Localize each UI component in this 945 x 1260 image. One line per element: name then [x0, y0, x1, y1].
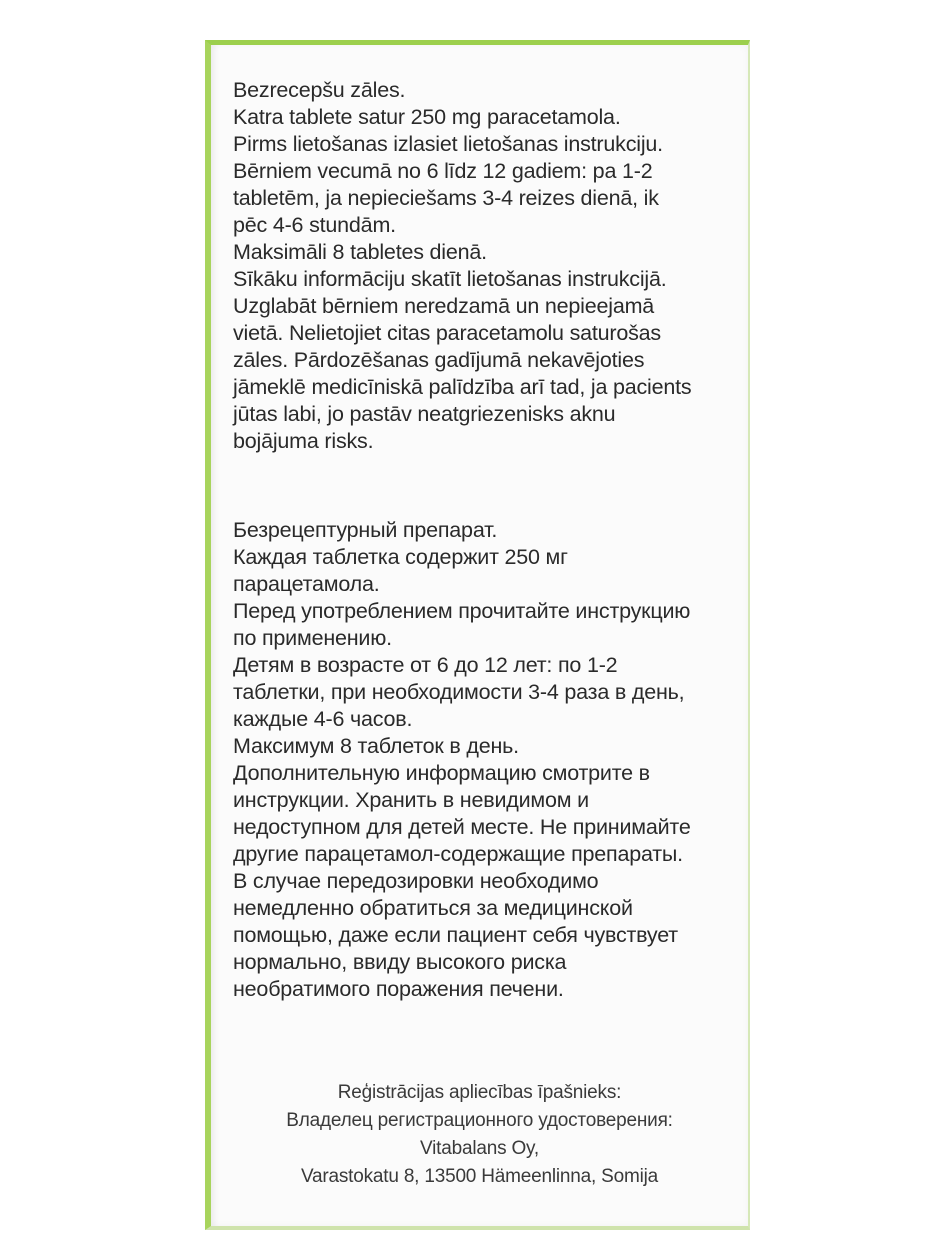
holder-label-lv: Reģistrācijas apliecības īpašnieks: — [337, 1082, 622, 1103]
russian-text-block — [233, 517, 734, 1003]
lv-line-read-instructions: Pirms lietošanas izlasiet lietošanas instrukciju. — [233, 132, 663, 156]
lv-line-more-info: Sīkāku informāciju skatīt lietošanas instrukcijā. — [233, 267, 667, 291]
holder-company: Vitabalans Oy, — [419, 1138, 539, 1159]
registration-holder — [211, 1079, 748, 1191]
latvian-text-block — [233, 77, 734, 455]
ru-line-otc: Безрецептурный препарат. — [233, 518, 498, 542]
holder-label-ru: Владелец регистрационного удостоверения: — [286, 1110, 673, 1131]
lv-line-dosage: Bērniem vecumā no 6 līdz 12 gadiem: pa 1-2 tabletēm, ja nepieciešams 3-4 reizes dienā, ik pēc 4-6 stundām. — [233, 159, 659, 237]
ru-line-read-instructions: Перед употреблением прочитайте инструкцию по применению. — [233, 599, 691, 650]
holder-address: Varastokatu 8, 13500 Hämeenlinna, Somija — [300, 1166, 659, 1187]
ru-line-composition: Каждая таблетка содержит 250 мг парацетамола. — [233, 545, 568, 596]
ru-line-maximum: Максимум 8 таблеток в день. — [233, 734, 519, 758]
lv-line-maximum: Maksimāli 8 tabletes dienā. — [233, 240, 487, 264]
package-panel — [205, 40, 750, 1230]
lv-line-composition: Katra tablete satur 250 mg paracetamola. — [233, 105, 621, 129]
ru-line-dosage: Детям в возрасте от 6 до 12 лет: по 1-2 таблетки, при необходимости 3-4 раза в день, каждые 4-6 часов. — [233, 653, 685, 731]
ru-line-warnings: Дополнительную информацию смотрите в инструкции. Хранить в невидимом и недоступном для детей месте. Не принимайте другие парацетамол-содержащие препараты. В случае передозировки необходимо немедленно обратиться за медицинской помощью, даже если пациент себя чувствует нормально, ввиду высокого риска необратимого поражения печени. — [233, 761, 691, 1001]
panel-shade — [211, 45, 219, 1226]
lv-line-warnings: Uzglabāt bērniem neredzamā un nepieejamā vietā. Nelietojiet citas paracetamolu saturošas zāles. Pārdozēšanas gadījumā nekavējoties jāmeklē medicīniskā palīdzība arī tad, ja pacients jūtas labi, jo pastāv neatgriezenisks aknu bojājuma risks. — [233, 294, 692, 453]
lv-line-otc: Bezrecepšu zāles. — [233, 78, 406, 102]
